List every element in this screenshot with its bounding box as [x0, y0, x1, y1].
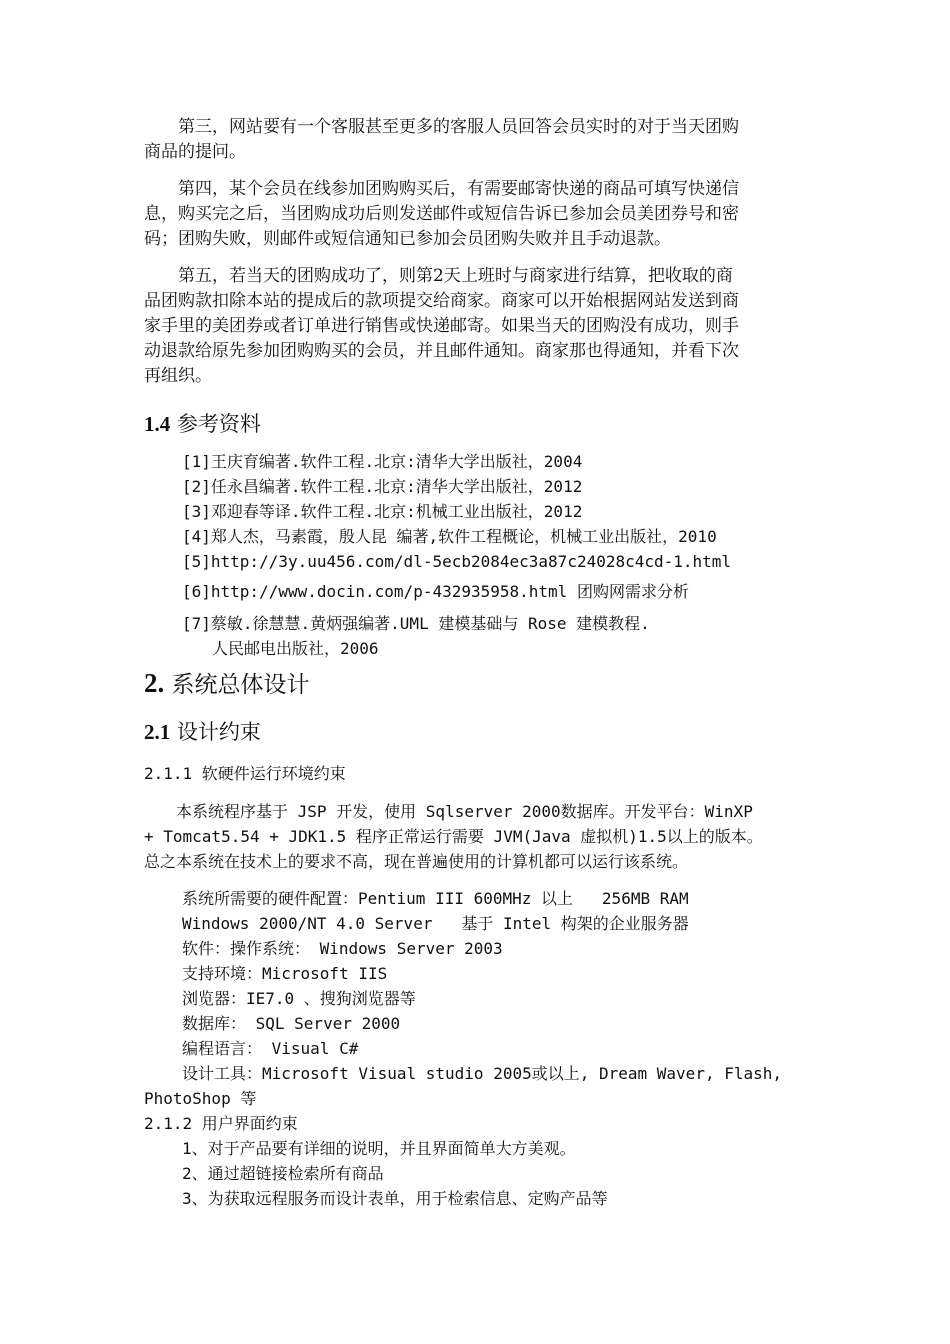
ui-constraint-3: 3、为获取远程服务而设计表单，用于检索信息、定购产品等 [182, 1189, 608, 1208]
paragraph-4-line-1: 第四，某个会员在线参加团购购买后，有需要邮寄快递的商品可填写快递信 [144, 179, 739, 199]
section-number: 2.1 [144, 720, 171, 744]
section-title: 参考资料 [170, 412, 261, 436]
reference-1: [1]王庆育编著.软件工程.北京:清华大学出版社，2004 [182, 452, 583, 471]
paragraph-4-line-3: 码；团购失败，则邮件或短信通知已参加会员团购失败并且手动退款。 [144, 229, 671, 249]
paragraph-5-line-3: 家手里的美团券或者订单进行销售或快递邮寄。如果当天的团购没有成功，则手 [144, 316, 739, 336]
subsection-heading-2-1-2: 2.1.2 用户界面约束 [144, 1114, 298, 1133]
os-requirement: 软件：操作系统： Windows Server 2003 [182, 939, 503, 958]
subsection-heading-2-1-1: 2.1.1 软硬件运行环境约束 [144, 764, 346, 783]
reference-7-line-1: [7]蔡敏.徐慧慧.黄炳强编著.UML 建模基础与 Rose 建模教程. [182, 614, 650, 633]
paragraph-5-line-1: 第五，若当天的团购成功了，则第2天上班时与商家进行结算，把收取的商 [144, 266, 733, 286]
language-requirement: 编程语言： Visual C# [182, 1039, 359, 1058]
reference-6: [6]http://www.docin.com/p-432935958.html 团购网需求分析 [182, 582, 689, 601]
tools-requirement-line-2: PhotoShop 等 [144, 1089, 257, 1108]
paragraph-4-line-2: 息，购买完之后，当团购成功后则发送邮件或短信告诉已参加会员美团券号和密 [144, 204, 739, 224]
paragraph-5-line-5: 再组织。 [144, 366, 212, 386]
database-requirement: 数据库： SQL Server 2000 [182, 1014, 401, 1033]
paragraph-5-line-4: 动退款给原先参加团购购买的会员，并且邮件通知。商家那也得通知，并看下次 [144, 341, 739, 361]
paragraph-3-line-2: 商品的提问。 [144, 142, 246, 162]
environment-intro-line-3: 总之本系统在技术上的要求不高，现在普遍使用的计算机都可以运行该系统。 [144, 852, 689, 871]
section-number: 1.4 [144, 412, 171, 436]
section-heading-2 [144, 668, 310, 700]
section-title: 设计约束 [170, 720, 261, 744]
ui-constraint-2: 2、通过超链接检索所有商品 [182, 1164, 384, 1183]
environment-requirement: 支持环境：Microsoft IIS [182, 964, 388, 983]
reference-3: [3]邓迎春等译.软件工程.北京:机械工业出版社，2012 [182, 502, 583, 521]
reference-5: [5]http://3y.uu456.com/dl-5ecb2084ec3a87c24028c4cd-1.html [182, 552, 732, 571]
section-title: 系统总体设计 [164, 672, 310, 698]
hardware-requirement: 系统所需要的硬件配置：Pentium III 600MHz 以上 256MB RAM [182, 889, 689, 908]
environment-intro-line-2: + Tomcat5.54 + JDK1.5 程序正常运行需要 JVM(Java 虚拟机)1.5以上的版本。 [144, 827, 763, 846]
reference-2: [2]任永昌编著.软件工程.北京:清华大学出版社，2012 [182, 477, 583, 496]
tools-requirement-line-1: 设计工具：Microsoft Visual studio 2005或以上, Dream Waver, Flash, [182, 1064, 783, 1083]
paragraph-3-line-1: 第三，网站要有一个客服甚至更多的客服人员回答会员实时的对于当天团购 [144, 117, 739, 137]
reference-4: [4]郑人杰，马素霞，殷人昆 编著,软件工程概论，机械工业出版社，2010 [182, 527, 717, 546]
paragraph-5-line-2: 品团购款扣除本站的提成后的款项提交给商家。商家可以开始根据网站发送到商 [144, 291, 739, 311]
browser-requirement: 浏览器：IE7.0 、搜狗浏览器等 [182, 989, 416, 1008]
section-heading-2-1 [144, 718, 261, 746]
section-number: 2. [144, 668, 165, 698]
server-requirement: Windows 2000/NT 4.0 Server 基于 Intel 构架的企业服务器 [182, 914, 689, 933]
section-heading-1-4 [144, 410, 261, 438]
reference-7-line-2: 人民邮电出版社，2006 [212, 639, 379, 658]
environment-intro-line-1: 本系统程序基于 JSP 开发，使用 Sqlserver 2000数据库。开发平台：WinXP [144, 802, 753, 821]
ui-constraint-1: 1、对于产品要有详细的说明，并且界面简单大方美观。 [182, 1139, 576, 1158]
